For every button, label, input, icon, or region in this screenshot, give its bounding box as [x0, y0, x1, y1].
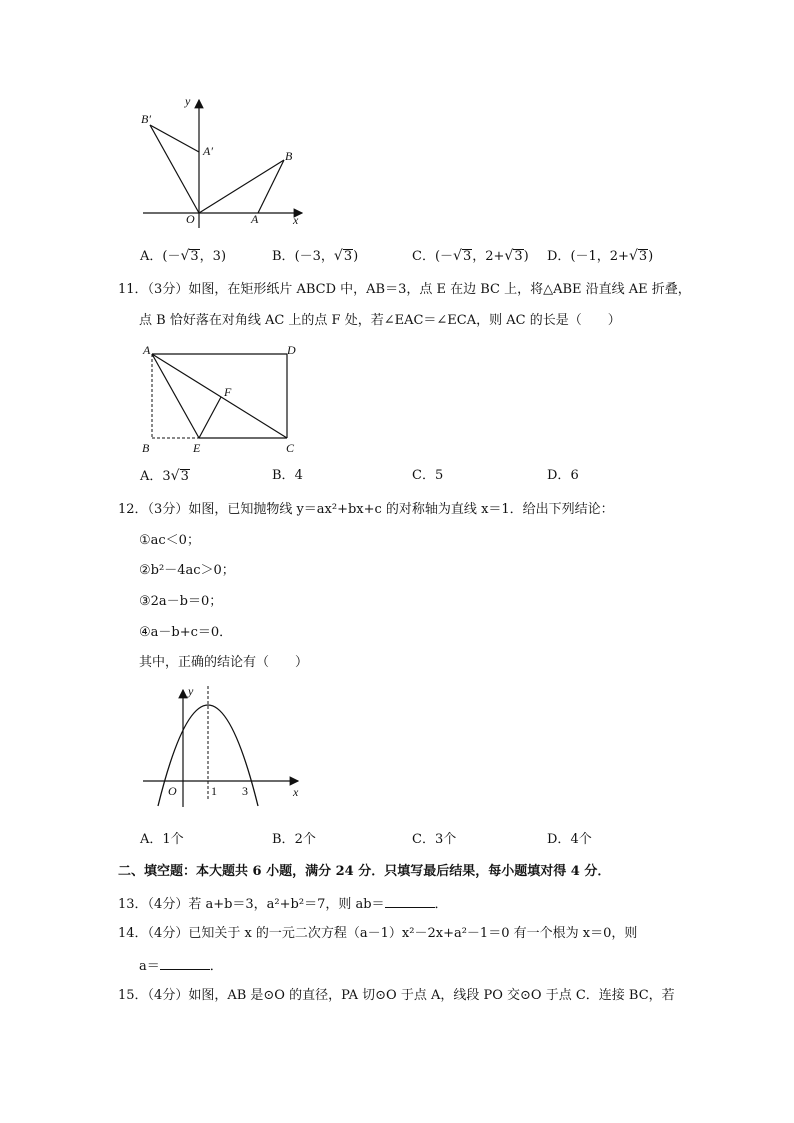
q10-option-d[interactable]: D．(－1，2+√3) [547, 248, 654, 264]
q10-option-b[interactable]: B．(－3，√3) [272, 248, 359, 264]
q11-label-F: F [224, 385, 232, 399]
q11-line-2: 点 B 恰好落在对角线 AC 上的点 F 处，若∠EAC＝∠ECA，则 AC 的长是（ ） [139, 313, 621, 328]
q12-option-b[interactable]: B．2个 [272, 832, 316, 847]
q11-line-1: 11．（3分）如图，在矩形纸片 ABCD 中，AB＝3，点 E 在边 BC 上，将△ABE 沿直线 AE 折叠， [118, 282, 691, 297]
q11-option-d[interactable]: D．6 [547, 468, 579, 483]
q11-figure [145, 350, 295, 445]
q14-line-1: 14．（4分）已知关于 x 的一元二次方程（a－1）x²－2x+a²－1＝0 有一个根为 x＝0，则 [118, 926, 638, 941]
q10-label-A1: A′ [203, 144, 213, 158]
q12-label-y: y [188, 684, 194, 698]
q12-conclusion-2: ②b²－4ac＞0； [139, 563, 235, 578]
q13-text: 13．（4分）若 a+b＝3，a²+b²＝7，则 ab＝ [118, 897, 385, 912]
q12-option-d[interactable]: D．4个 [547, 832, 592, 847]
q10-label-x: x [293, 213, 299, 227]
q12-question: 其中，正确的结论有（ ） [139, 655, 309, 670]
q12-option-c[interactable]: C．3个 [412, 832, 457, 847]
q12-label-O: O [168, 784, 177, 798]
q12-conclusion-4: ④a－b+c＝0． [139, 625, 233, 640]
q14-line-2 [139, 957, 223, 975]
q11-diagonal-AC [152, 354, 287, 438]
q11-label-E: E [193, 441, 201, 455]
q10-label-B1: B′ [141, 112, 151, 126]
q10-label-A: A [251, 212, 259, 226]
q12-label-1: 1 [211, 784, 217, 798]
q13-end: ． [434, 897, 448, 912]
q10-label-B: B [285, 149, 293, 163]
q11-segment-EF [199, 397, 221, 438]
q12-label-3: 3 [242, 784, 248, 798]
q10-option-c[interactable]: C．(－√3，2+√3) [412, 248, 529, 264]
q13-answer-blank[interactable] [385, 895, 435, 908]
q14-end: ． [209, 959, 223, 974]
q11-option-b[interactable]: B．4 [272, 468, 303, 483]
q12-figure [140, 684, 310, 809]
q12-label-x: x [293, 785, 299, 799]
q10-option-a[interactable]: A．(－√3，3) [140, 248, 227, 264]
q14-line-2-text: a＝ [139, 959, 160, 974]
q11-option-a[interactable]: A．3√3 [140, 468, 189, 484]
q15-line-1: 15．（4分）如图，AB 是⊙O 的直径，PA 切⊙O 于点 A，线段 PO 交⊙O 于点 C．连接 BC，若 [118, 988, 675, 1003]
section-2-heading: 二、填空题：本大题共 6 小题，满分 24 分．只填写最后结果，每小题填对得 4 分． [118, 864, 611, 879]
q11-segment-AE [152, 354, 199, 438]
q12-conclusion-3: ③2a－b＝0； [139, 594, 223, 609]
q10-label-O: O [186, 212, 195, 226]
q11-label-D: D [287, 343, 296, 357]
q12-conclusion-1: ①ac＜0； [139, 533, 200, 548]
q12-line-1: 12．（3分）如图，已知抛物线 y＝ax²+bx+c 的对称轴为直线 x＝1．给出下列结论： [118, 502, 614, 517]
q11-label-A: A [143, 343, 151, 357]
q13 [118, 895, 448, 913]
q10-label-y: y [185, 94, 191, 108]
q11-option-c[interactable]: C．5 [412, 468, 444, 483]
q11-label-B: B [142, 441, 150, 455]
q11-label-C: C [286, 441, 295, 455]
q14-answer-blank[interactable] [160, 957, 210, 970]
q12-option-a[interactable]: A．1个 [140, 832, 184, 847]
